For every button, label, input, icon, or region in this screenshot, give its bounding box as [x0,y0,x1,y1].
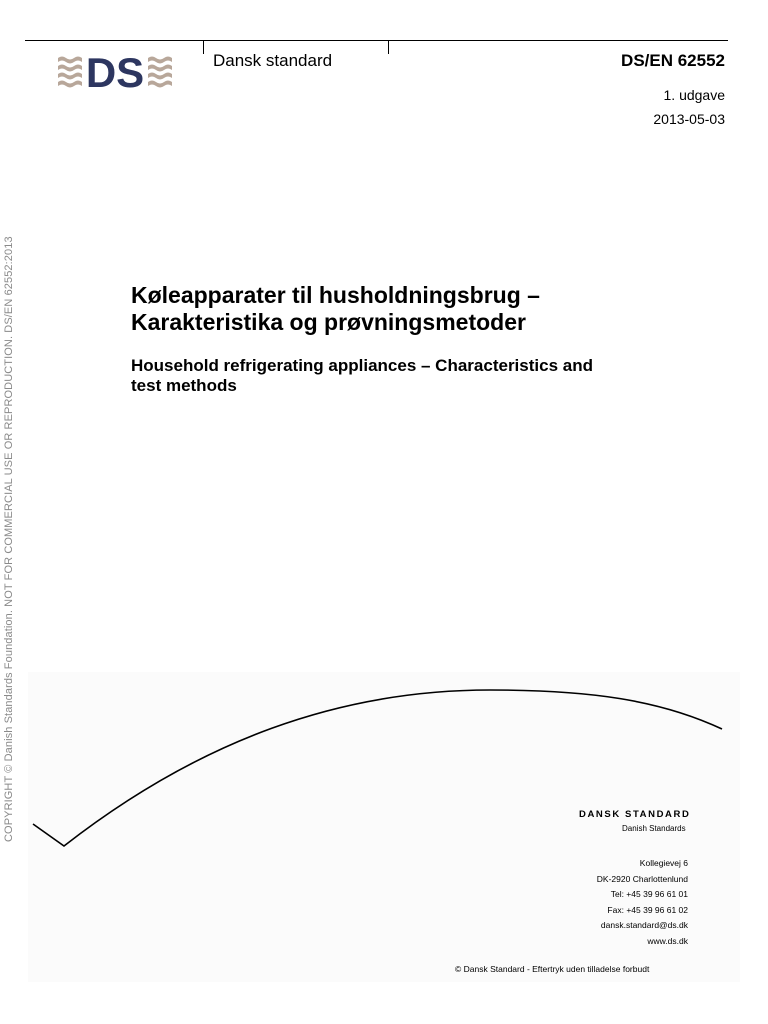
svg-text:DS: DS [85,50,145,90]
address-web: www.ds.dk [647,935,688,946]
title-danish-line1: Køleapparater til husholdningsbrug – [131,282,540,308]
org-name: DANSK STANDARD [579,809,691,820]
address-tel: Tel: +45 39 96 61 01 [610,889,688,899]
copyright-side-notice: COPYRIGHT © Danish Standards Foundation. NOT FOR COMMERCIAL USE OR REPRODUCTION. DS/EN 62552:2013 [3,236,15,842]
standard-number: DS/EN 62552 [621,51,725,70]
address-email: dansk.standard@ds.dk [600,920,688,930]
edition-label: 1. udgave [663,87,725,103]
title-danish-line2: Karakteristika og prøvningsmetoder [131,309,526,335]
title-english-line1: Household refrigerating appliances – Characteristics and [131,356,593,375]
copyright-footer: © Dansk Standard - Eftertryk uden tilladelse forbudt [455,964,650,974]
address-block [597,856,688,949]
publication-date: 2013-05-03 [653,111,725,127]
org-subtitle: Danish Standards [622,824,686,833]
address-street: Kollegievej 6 [639,858,688,868]
publisher-label: Dansk standard [213,51,333,70]
address-city: DK-2920 Charlottenlund [596,873,688,884]
address-fax: Fax: +45 39 96 61 02 [607,904,688,915]
title-english-line2: test methods [131,376,237,395]
